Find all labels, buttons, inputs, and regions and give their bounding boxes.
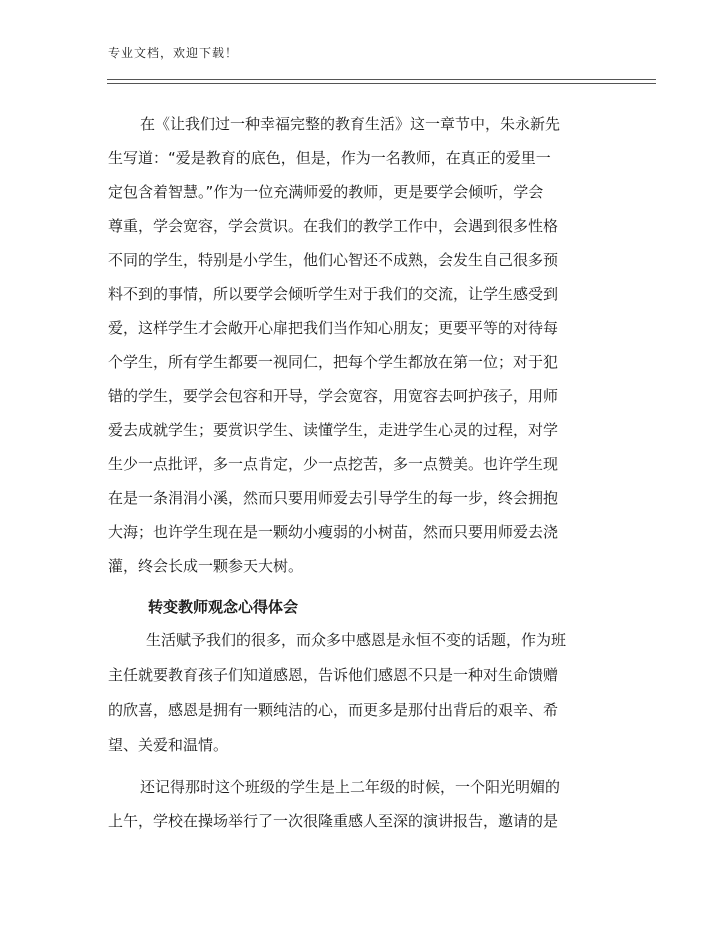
paragraph-1-line: 不同的学生，特别是小学生，他们心智还不成熟，会发生自己很多预 [108, 251, 559, 269]
paragraph-1-line: 在《让我们过一种幸福完整的教育生活》这一章节中，朱永新先 [140, 115, 561, 133]
paragraph-1-line: 大海；也许学生现在是一颗幼小瘦弱的小树苗，然而只要用师爱去浇 [108, 523, 559, 541]
paragraph-2-line: 的欣喜，感恩是拥有一颗纯洁的心，而更多是那付出背后的艰辛、希 [108, 701, 559, 719]
paragraph-3-line: 上午，学校在操场举行了一次很隆重感人至深的演讲报告，邀请的是 [108, 812, 559, 830]
paragraph-1-line: 生写道：“爱是教育的底色，但是，作为一名教师，在真正的爱里一 [108, 149, 551, 167]
paragraph-1-line: 定包含着智慧。”作为一位充满师爱的教师，更是要学会倾听，学会 [108, 183, 544, 201]
paragraph-1-line: 爱，这样学生才会敞开心扉把我们当作知心朋友；更要平等的对待每 [108, 319, 559, 337]
header-divider [107, 79, 656, 84]
paragraph-2-line: 主任就要教育孩子们知道感恩，告诉他们感恩不只是一种对生命馈赠 [108, 666, 559, 684]
paragraph-1-line: 料不到的事情，所以要学会倾听学生对于我们的交流，让学生感受到 [108, 285, 559, 303]
paragraph-1-line: 爱去成就学生；要赏识学生、读懂学生，走进学生心灵的过程，对学 [108, 421, 559, 439]
paragraph-1-line: 生少一点批评，多一点肯定，少一点挖苦，多一点赞美。也许学生现 [108, 455, 559, 473]
section-title: 转变教师观念心得体会 [148, 598, 299, 616]
paragraph-1-line: 在是一条涓涓小溪，然而只要用师爱去引导学生的每一步，终会拥抱 [108, 489, 559, 507]
paragraph-1-line: 灌，终会长成一颗参天大树。 [108, 557, 304, 575]
paragraph-1-line: 错的学生，要学会包容和开导，学会宽容，用宽容去呵护孩子，用师 [108, 387, 559, 405]
page-header: 专业文档，欢迎下载！ [108, 46, 239, 60]
paragraph-1-line: 尊重，学会宽容，学会赏识。在我们的教学工作中，会遇到很多性格 [108, 217, 559, 235]
paragraph-2-line: 望、关爱和温情。 [108, 736, 229, 754]
paragraph-1-line: 个学生，所有学生都要一视同仁，把每个学生都放在第一位；对于犯 [108, 353, 559, 371]
paragraph-2-line: 生活赋予我们的很多，而众多中感恩是永恒不变的话题，作为班 [146, 631, 567, 649]
paragraph-3-line: 还记得那时这个班级的学生是上二年级的时候，一个阳光明媚的 [140, 778, 561, 796]
